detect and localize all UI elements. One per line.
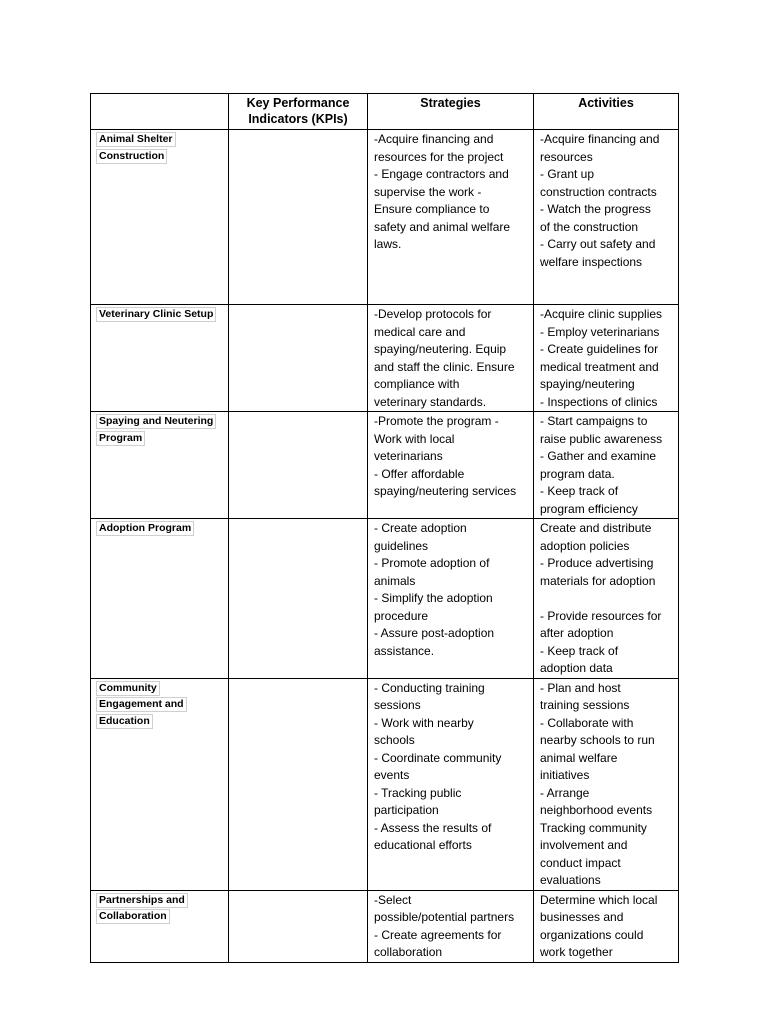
table-row bbox=[91, 305, 679, 412]
kpi-cell bbox=[229, 890, 368, 962]
kpi-cell bbox=[229, 305, 368, 412]
kpi-cell bbox=[229, 519, 368, 679]
row-label bbox=[91, 412, 229, 519]
header-strategies: Strategies bbox=[368, 94, 534, 130]
row-label-line: Engagement and bbox=[96, 697, 187, 712]
table-row bbox=[91, 890, 679, 962]
row-label-line: Education bbox=[96, 714, 153, 729]
header-kpi: Key Performance Indicators (KPIs) bbox=[229, 94, 368, 130]
strategies-cell: -Promote the program - Work with local veterinarians - Offer affordable spaying/neutering services bbox=[368, 412, 534, 519]
row-label-line: Adoption Program bbox=[96, 521, 194, 536]
kpi-strategy-table bbox=[90, 93, 679, 963]
table-row bbox=[91, 678, 679, 890]
row-label bbox=[91, 519, 229, 679]
row-label-line: Spaying and Neutering bbox=[96, 414, 216, 429]
activities-cell: - Start campaigns to raise public awareness - Gather and examine program data. - Keep track of program efficiency bbox=[534, 412, 679, 519]
strategies-cell: -Select possible/potential partners - Create agreements for collaboration bbox=[368, 890, 534, 962]
table-row bbox=[91, 130, 679, 305]
activities-cell: -Acquire clinic supplies - Employ veterinarians - Create guidelines for medical treatment and spaying/neutering - Inspections of clinics bbox=[534, 305, 679, 412]
strategies-cell: - Create adoption guidelines - Promote adoption of animals - Simplify the adoption procedure - Assure post-adoption assistance. bbox=[368, 519, 534, 679]
activities-cell: Create and distribute adoption policies - Produce advertising materials for adoption - Provide resources for after adoption - Keep track of adoption data bbox=[534, 519, 679, 679]
activities-cell: Determine which local businesses and organizations could work together bbox=[534, 890, 679, 962]
strategies-cell: -Develop protocols for medical care and spaying/neutering. Equip and staff the clinic. Ensure compliance with veterinary standards. bbox=[368, 305, 534, 412]
row-label-line: Program bbox=[96, 431, 145, 446]
kpi-cell bbox=[229, 130, 368, 305]
row-label bbox=[91, 890, 229, 962]
row-label bbox=[91, 678, 229, 890]
row-label-line: Animal Shelter bbox=[96, 132, 176, 147]
table-row bbox=[91, 519, 679, 679]
table-row bbox=[91, 412, 679, 519]
strategies-cell: -Acquire financing and resources for the project - Engage contractors and supervise the work - Ensure compliance to safety and animal welfare laws. bbox=[368, 130, 534, 305]
kpi-cell bbox=[229, 412, 368, 519]
kpi-cell bbox=[229, 678, 368, 890]
header-label-column bbox=[91, 94, 229, 130]
strategies-cell: - Conducting training sessions - Work with nearby schools - Coordinate community events - Tracking public participation - Assess the results of educational efforts bbox=[368, 678, 534, 890]
row-label-line: Community bbox=[96, 681, 160, 696]
activities-cell: - Plan and host training sessions - Collaborate with nearby schools to run animal welfare initiatives - Arrange neighborhood events Tracking community involvement and conduct impact evaluations bbox=[534, 678, 679, 890]
table-header-row bbox=[91, 94, 679, 130]
row-label-line: Partnerships and bbox=[96, 893, 188, 908]
activities-cell: -Acquire financing and resources - Grant up construction contracts - Watch the progress of the construction - Carry out safety and welfare inspections bbox=[534, 130, 679, 305]
row-label-line: Veterinary Clinic Setup bbox=[96, 307, 216, 322]
row-label-line: Collaboration bbox=[96, 909, 170, 924]
row-label bbox=[91, 305, 229, 412]
header-activities: Activities bbox=[534, 94, 679, 130]
row-label bbox=[91, 130, 229, 305]
row-label-line: Construction bbox=[96, 149, 167, 164]
